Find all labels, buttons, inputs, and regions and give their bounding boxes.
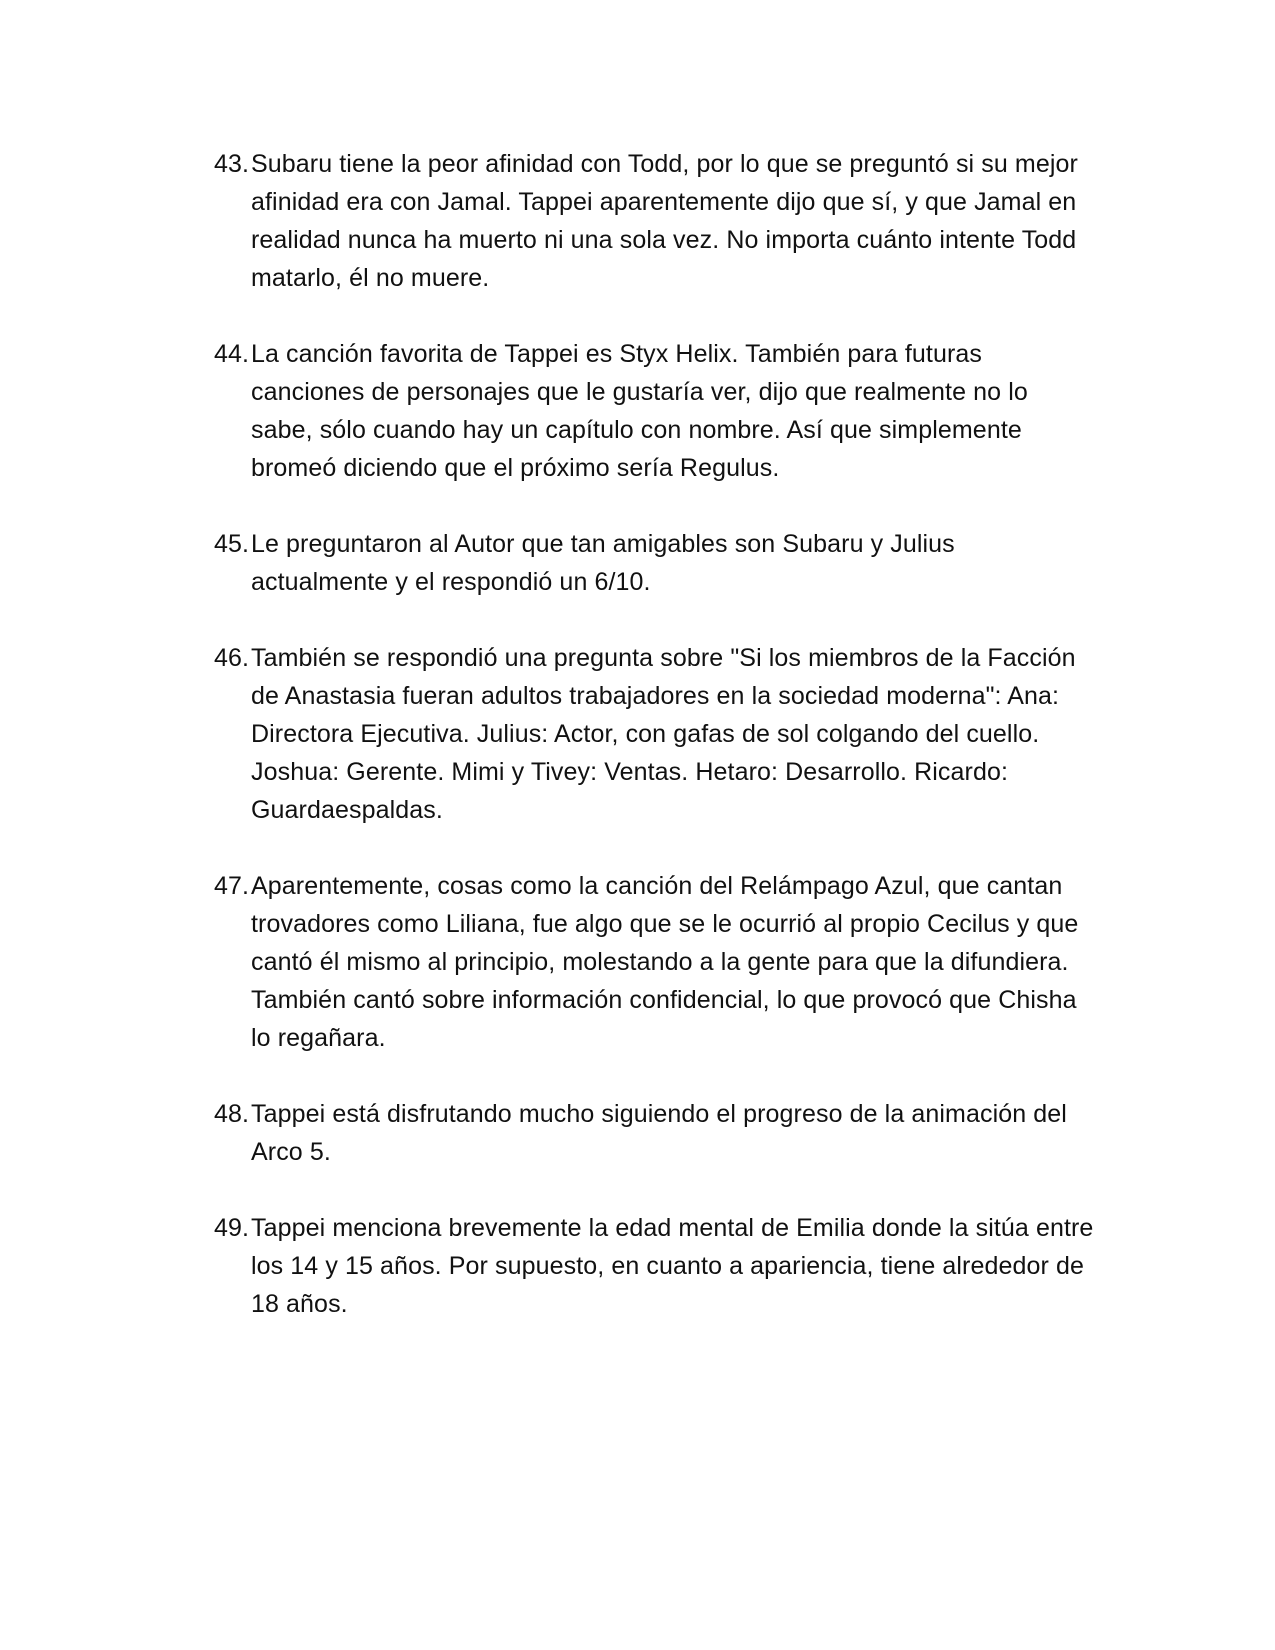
list-item-text: También se respondió una pregunta sobre "Si los miembros de la Facción de Anastasia fueran adultos trabajadores en la sociedad moderna": Ana: Directora Ejecutiva. Julius: Actor, con gafas de sol colgando del cuello. Joshua: Gerente. Mimi y Tivey: Ventas. Hetaro: Desarrollo. Ricardo: Guardaespaldas. <box>251 644 1076 824</box>
list-item <box>214 525 1094 601</box>
list-item-text: Aparentemente, cosas como la canción del Relámpago Azul, que cantan trovadores como Liliana, fue algo que se le ocurrió al propio Cecilus y que cantó él mismo al principio, molestando a la gente para que la difundiera. También cantó sobre información confidencial, lo que provocó que Chisha lo regañara. <box>251 872 1079 1052</box>
list-item-number: 43. <box>214 150 250 178</box>
list-item <box>214 1095 1094 1171</box>
list-item-number: 46. <box>214 644 250 672</box>
list-item <box>214 335 1094 487</box>
list-item-text: Tappei menciona brevemente la edad mental de Emilia donde la sitúa entre los 14 y 15 años. Por supuesto, en cuanto a apariencia, tiene alrededor de 18 años. <box>251 1214 1094 1318</box>
list-item-number: 45. <box>214 530 250 558</box>
list-item-text: Subaru tiene la peor afinidad con Todd, por lo que se preguntó si su mejor afinidad era con Jamal. Tappei aparentemente dijo que sí, y que Jamal en realidad nunca ha muerto ni una sola vez. No importa cuánto intente Todd matarlo, él no muere. <box>251 150 1078 292</box>
list-item-text: Tappei está disfrutando mucho siguiendo el progreso de la animación del Arco 5. <box>251 1100 1067 1166</box>
list-item-number: 44. <box>214 340 250 368</box>
numbered-list <box>214 145 1094 1361</box>
list-item <box>214 639 1094 829</box>
list-item-text: Le preguntaron al Autor que tan amigables son Subaru y Julius actualmente y el respondió un 6/10. <box>251 530 955 596</box>
list-item <box>214 145 1094 297</box>
list-item <box>214 867 1094 1057</box>
list-item <box>214 1209 1094 1323</box>
list-item-number: 48. <box>214 1100 250 1128</box>
list-item-number: 47. <box>214 872 250 900</box>
list-item-text: La canción favorita de Tappei es Styx Helix. También para futuras canciones de personajes que le gustaría ver, dijo que realmente no lo sabe, sólo cuando hay un capítulo con nombre. Así que simplemente bromeó diciendo que el próximo sería Regulus. <box>251 340 1028 482</box>
list-item-number: 49. <box>214 1214 250 1242</box>
